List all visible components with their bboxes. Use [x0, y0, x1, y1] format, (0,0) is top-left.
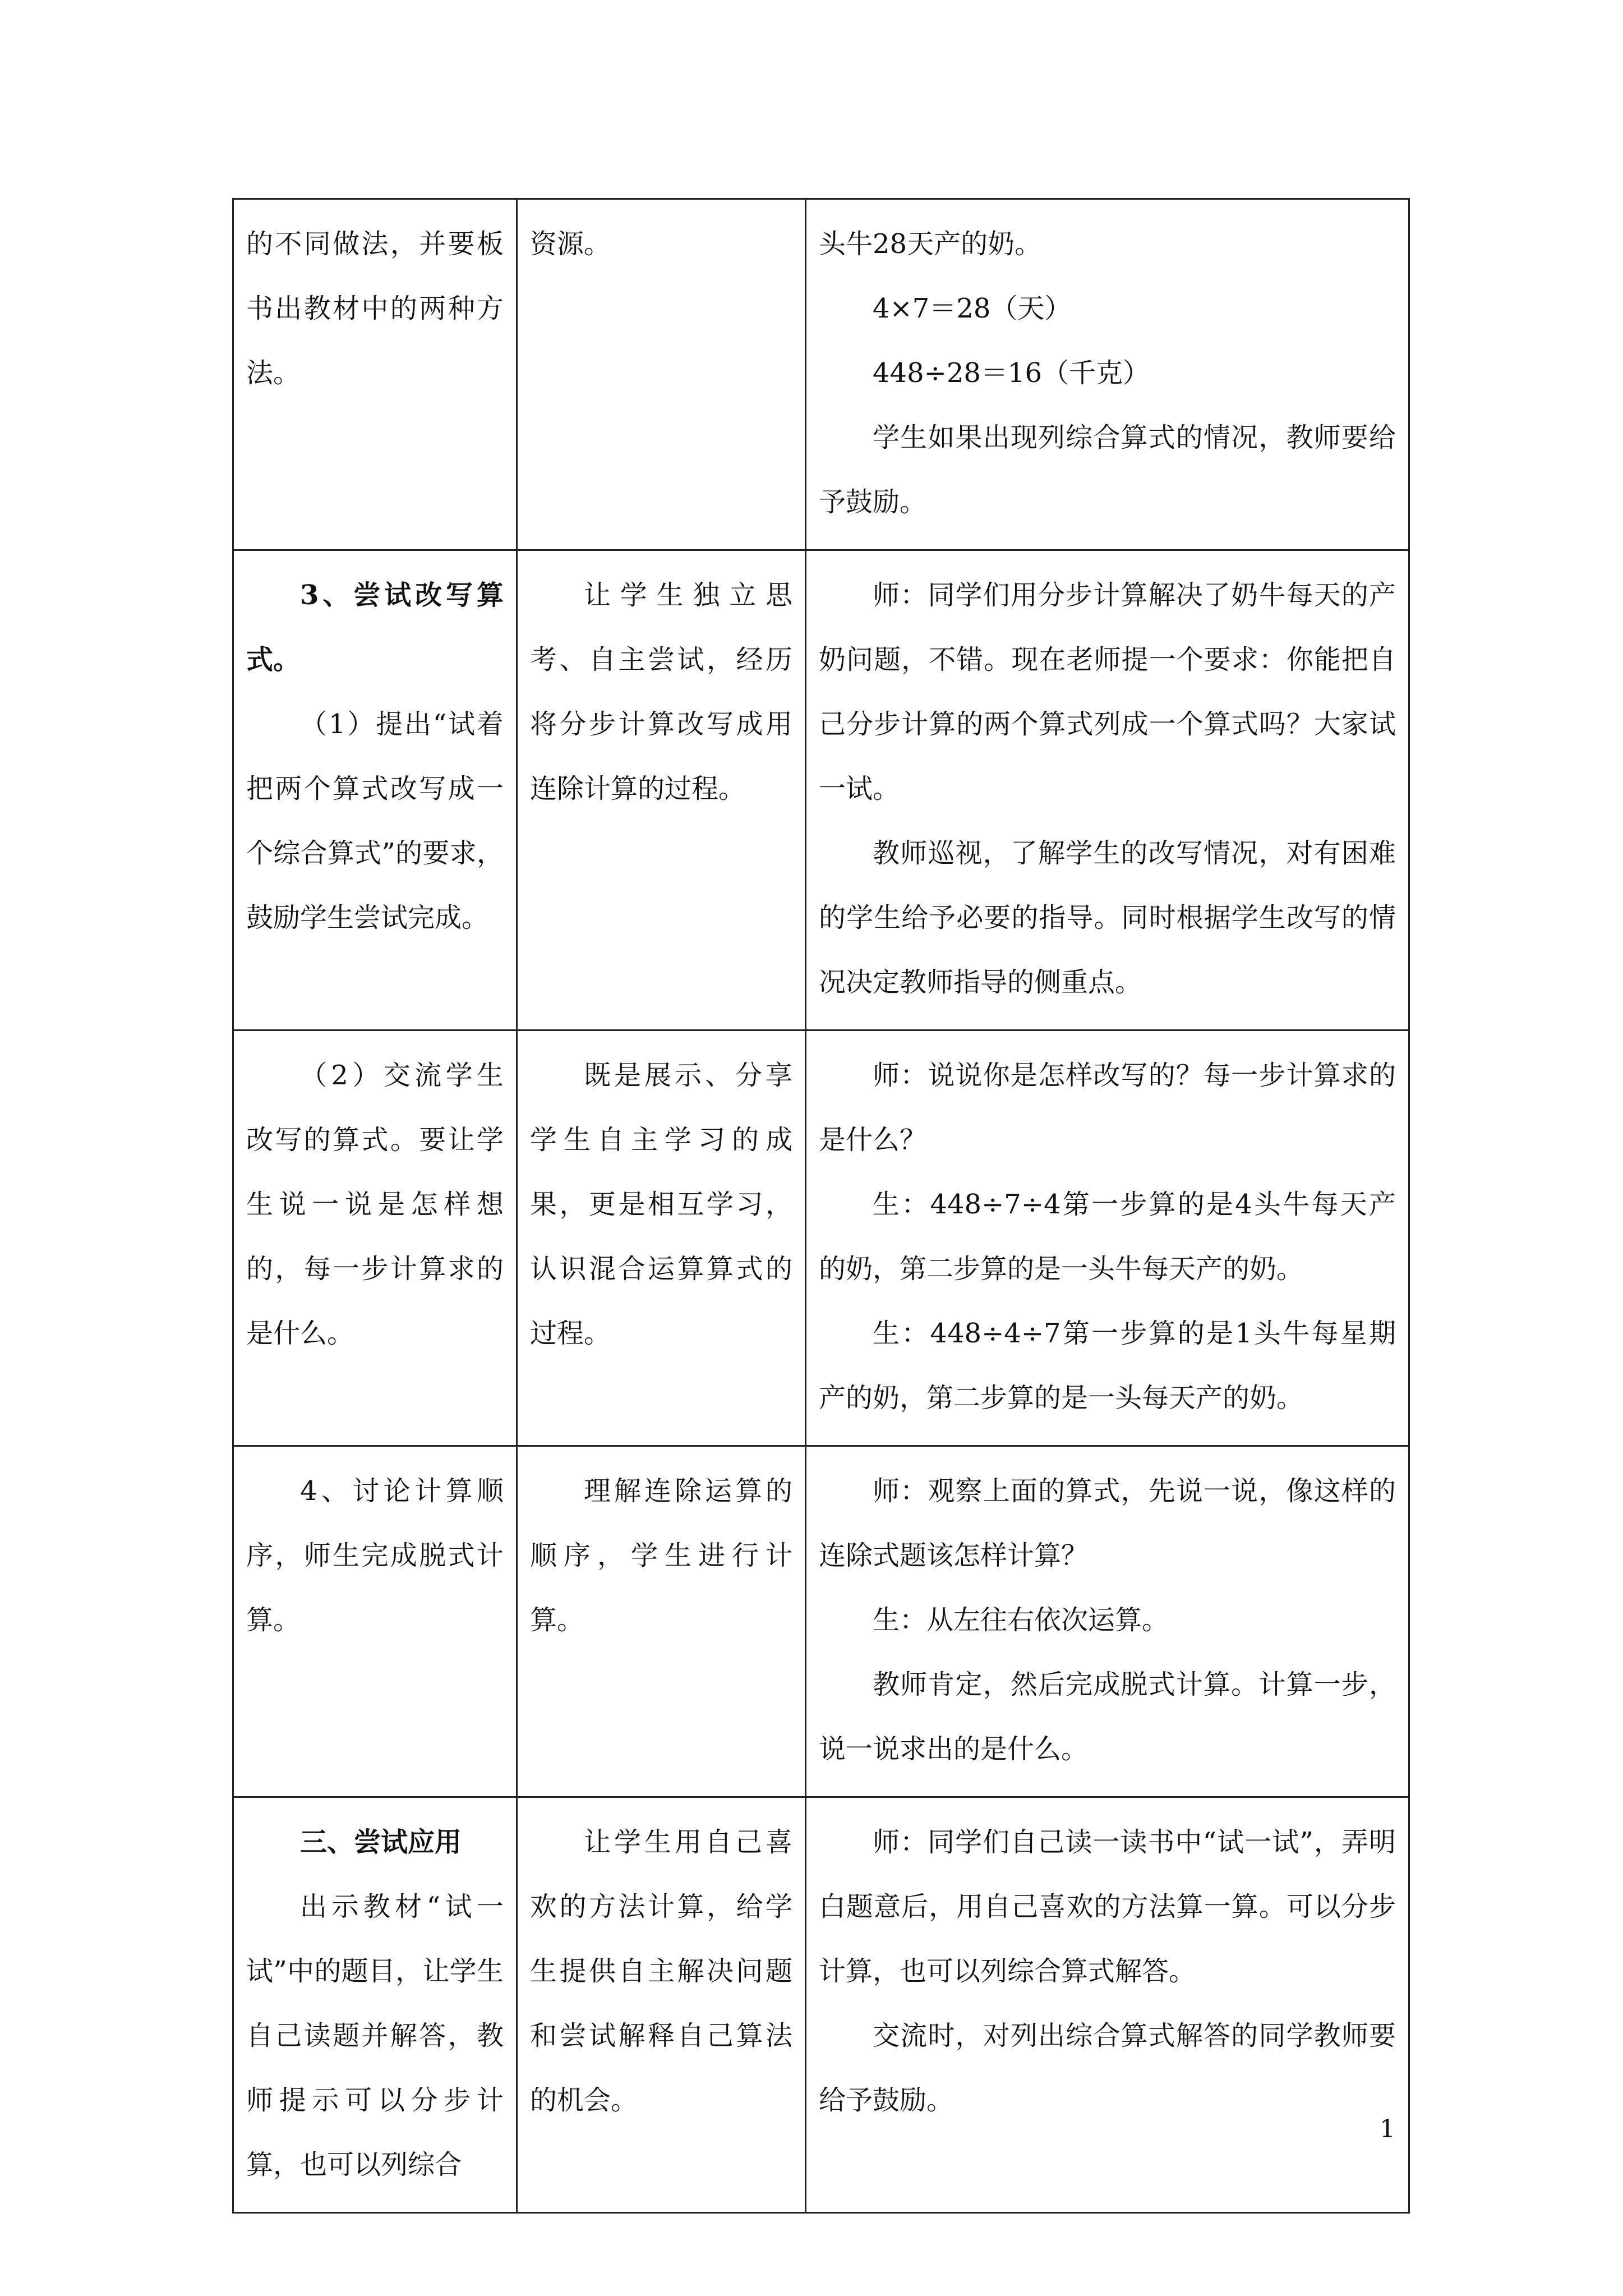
- paragraph: 让学生用自己喜欢的方法计算，给学生提供自主解决问题和尝试解释自己算法的机会。: [530, 1826, 792, 2116]
- intent-cell: [517, 1797, 806, 2213]
- paragraph: 生：448÷7÷4第一步算的是4头牛每天产的奶，第二步算的是一头牛每天产的奶。: [819, 1189, 1396, 1285]
- paragraph: （1）提出“试着把两个算式改写成一个综合算式”的要求，鼓励学生尝试完成。: [246, 708, 504, 933]
- paragraph: 4、讨论计算顺序，师生完成脱式计算。: [246, 1475, 504, 1636]
- process-cell: [233, 550, 517, 1030]
- page-number: 1: [1380, 2115, 1395, 2143]
- activity-cell: [806, 550, 1409, 1030]
- activity-cell: [806, 1030, 1409, 1446]
- paragraph: 师：同学们用分步计算解决了奶牛每天的产奶问题，不错。现在老师提一个要求：你能把自己分步计算的两个算式列成一个算式吗？大家试一试。: [819, 579, 1396, 804]
- paragraph: 448÷28＝16（千克）: [873, 357, 1150, 389]
- paragraph: 的不同做法，并要板书出教材中的两种方法。: [246, 228, 504, 389]
- paragraph: 教师肯定，然后完成脱式计算。计算一步，说一说求出的是什么。: [819, 1669, 1396, 1765]
- process-cell: [233, 199, 517, 550]
- paragraph: 生：从左往右依次运算。: [873, 1604, 1169, 1636]
- paragraph: 师：观察上面的算式，先说一说，像这样的连除式题该怎样计算？: [819, 1475, 1396, 1571]
- activity-cell: [806, 199, 1409, 550]
- lesson-plan-table: [232, 198, 1410, 2214]
- paragraph: 教师巡视，了解学生的改写情况，对有困难的学生给予必要的指导。同时根据学生改写的情况决定教师指导的侧重点。: [819, 838, 1396, 998]
- paragraph: 让学生独立思考、自主尝试，经历将分步计算改写成用连除计算的过程。: [530, 579, 792, 804]
- paragraph: 生：448÷4÷7第一步算的是1头牛每星期产的奶，第二步算的是一头每天产的奶。: [819, 1318, 1396, 1414]
- paragraph: 学生如果出现列综合算式的情况，教师要给予鼓励。: [819, 422, 1396, 518]
- table-row: [233, 550, 1409, 1030]
- section-heading: 3、尝试改写算式。: [246, 579, 504, 675]
- paragraph: 既是展示、分享学生自主学习的成果，更是相互学习，认识混合运算算式的过程。: [530, 1060, 792, 1349]
- paragraph: 4×7＝28（天）: [873, 293, 1072, 324]
- process-cell: [233, 1797, 517, 2213]
- paragraph: 理解连除运算的顺序，学生进行计算。: [530, 1475, 792, 1636]
- table-row: [233, 1446, 1409, 1797]
- intent-cell: [517, 1446, 806, 1797]
- intent-cell: [517, 1030, 806, 1446]
- table-row: [233, 199, 1409, 550]
- intent-cell: [517, 199, 806, 550]
- paragraph: 出示教材“试一试”中的题目，让学生自己读题并解答，教师提示可以分步计算，也可以列综合: [246, 1891, 504, 2180]
- paragraph: 交流时，对列出综合算式解答的同学教师要给予鼓励。: [819, 2020, 1396, 2116]
- activity-cell: [806, 1446, 1409, 1797]
- paragraph: （2）交流学生改写的算式。要让学生说一说是怎样想的，每一步计算求的是什么。: [246, 1060, 504, 1349]
- activity-cell: [806, 1797, 1409, 2213]
- paragraph: 师：说说你是怎样改写的？每一步计算求的是什么？: [819, 1060, 1396, 1156]
- process-cell: [233, 1446, 517, 1797]
- table-row: [233, 1797, 1409, 2213]
- process-cell: [233, 1030, 517, 1446]
- paragraph: 资源。: [530, 228, 611, 260]
- intent-cell: [517, 550, 806, 1030]
- paragraph: 师：同学们自己读一读书中“试一试”，弄明白题意后，用自己喜欢的方法算一算。可以分步计算，也可以列综合算式解答。: [819, 1826, 1396, 1987]
- section-heading: 三、尝试应用: [300, 1826, 462, 1858]
- table-row: [233, 1030, 1409, 1446]
- paragraph: 头牛28天产的奶。: [819, 228, 1042, 260]
